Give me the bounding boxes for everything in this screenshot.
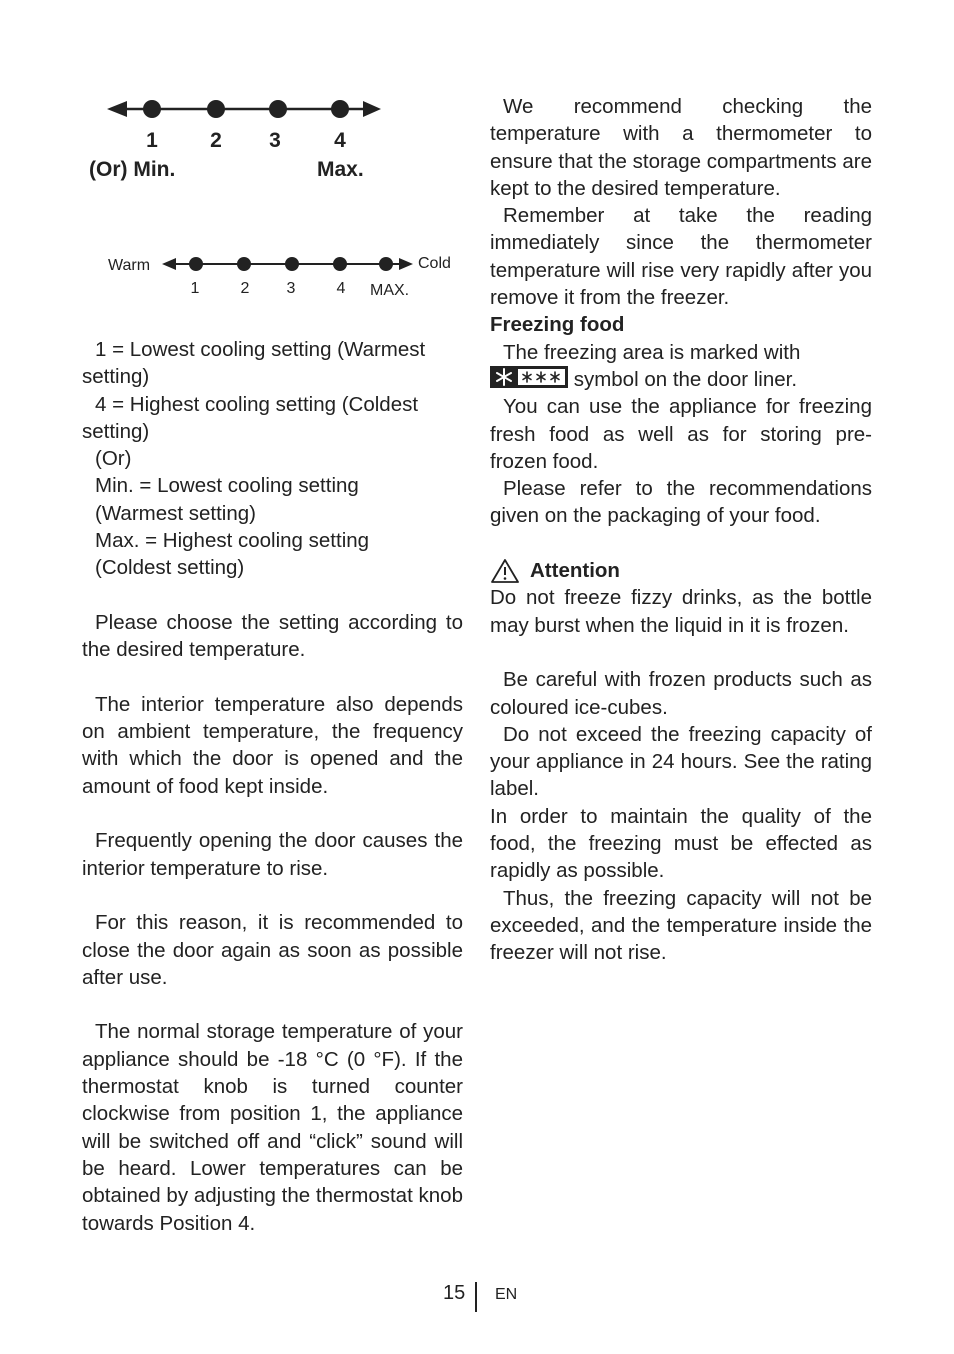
scale-large-max-label: Max. — [317, 158, 364, 181]
thermostat-scale-small — [100, 246, 465, 309]
freezing-area-text-a: The freezing area is marked with — [503, 340, 801, 364]
max-definition-line-b: (Coldest setting) — [95, 556, 245, 580]
scale-small-dot-3 — [285, 257, 299, 271]
four-star-freezer-icon — [490, 366, 568, 388]
definition-4-line-a: 4 = Highest cooling setting (Coldest — [95, 392, 419, 416]
paragraph-maintain-quality: In order to maintain the quality of the food, the freezing must be effected as rapidly as possible. — [490, 804, 872, 883]
max-definition-line-a: Max. = Highest cooling setting — [95, 529, 370, 553]
scale-large-label-3: 3 — [269, 129, 281, 152]
scale-large-dot-4 — [331, 100, 349, 118]
paragraph-fizzy-drinks: Do not freeze fizzy drinks, as the bottle may burst when the liquid in it is frozen. — [490, 586, 872, 637]
freezing-area-text-b: symbol on the door liner. — [568, 367, 798, 391]
scale-large-left-arrow — [107, 101, 127, 117]
scale-large-dot-3 — [269, 100, 287, 118]
paragraph-coloured-ice: Be careful with frozen products such as coloured ice-cubes. — [490, 668, 872, 719]
or-text: (Or) — [95, 447, 132, 471]
paragraph-frequent-opening: Frequently opening the door causes the interior temperature to rise. — [82, 829, 463, 880]
scale-large-label-4: 4 — [334, 129, 346, 152]
scale-large-graphic — [85, 92, 385, 187]
paragraph-use-appliance: You can use the appliance for freezing fresh food as well as for storing pre-frozen food. — [490, 395, 872, 473]
paragraph-refer-packaging: Please refer to the recommendations given on the packaging of your food. — [490, 477, 872, 528]
scale-small-label-1: 1 — [190, 280, 200, 297]
right-column — [490, 93, 872, 967]
paragraph-choose-setting: Please choose the setting according to the desired temperature. — [82, 610, 463, 662]
page-number: 15 — [443, 1282, 466, 1304]
paragraph-remember-reading: Remember at take the reading immediately since the thermometer temperature will rise very rapidly after you remove it from the freezer. — [490, 204, 872, 310]
left-column — [82, 336, 463, 1237]
scale-large-min-label: (Or) Min. — [89, 158, 176, 181]
language-code: EN — [495, 1286, 518, 1303]
scale-large-label-1: 1 — [146, 129, 158, 152]
attention-heading: Attention — [530, 559, 620, 583]
scale-small-dot-2 — [237, 257, 251, 271]
scale-large-label-2: 2 — [210, 129, 222, 152]
scale-small-right-arrow — [399, 258, 413, 270]
paragraph-interior-temperature: The interior temperature also depends on ambient temperature, the frequency with which the door is opened and the amount of food kept inside. — [82, 692, 463, 798]
scale-small-label-3: 3 — [286, 280, 296, 297]
scale-small-warm-label: Warm — [108, 257, 151, 274]
scale-small-left-arrow — [162, 258, 176, 270]
scale-small-dot-max — [379, 257, 393, 271]
paragraph-freezing-area — [490, 339, 872, 366]
paragraph-thermometer-recommend: We recommend checking the temperature with a thermometer to ensure that the storage compartments are kept to the desired temperature. — [490, 95, 872, 200]
paragraph-normal-storage-temperature: The normal storage temperature of your appliance should be -18 °C (0 °F). If the thermostat knob is turned counter clockwise from position 1, the appliance will be switched off and “click” sound will be heard. Lower temperatures can be obtained by adjusting the thermostat knob towards Position 4. — [82, 1020, 463, 1235]
paragraph-capacity-not-exceeded: Thus, the freezing capacity will not be exceeded, and the temperature inside the freezer will not rise. — [490, 886, 872, 965]
definition-4-line-b: setting) — [82, 419, 150, 443]
scale-small-label-2: 2 — [240, 280, 250, 297]
definition-1-line-a: 1 = Lowest cooling setting (Warmest — [95, 338, 426, 361]
scale-small-dot-1 — [189, 257, 203, 271]
thermostat-scale-large — [85, 92, 385, 192]
scale-large-dot-1 — [143, 100, 161, 118]
min-definition-line-b: (Warmest setting) — [95, 501, 256, 525]
scale-small-graphic — [100, 246, 465, 304]
scale-large-dot-2 — [207, 100, 225, 118]
paragraph-freezing-area-symbol-line — [490, 366, 872, 393]
scale-large-right-arrow — [363, 101, 381, 117]
warning-triangle-icon — [490, 558, 520, 584]
min-definition-line-a: Min. = Lowest cooling setting — [95, 474, 359, 498]
paragraph-close-door: For this reason, it is recommended to close the door again as soon as possible after use. — [82, 911, 463, 989]
scale-small-label-4: 4 — [336, 280, 346, 297]
definition-1-line-b: setting) — [82, 365, 150, 389]
freezing-food-heading: Freezing food — [490, 313, 625, 337]
footer-divider — [475, 1282, 477, 1312]
paragraph-freezing-capacity: Do not exceed the freezing capacity of your appliance in 24 hours. See the rating label. — [490, 722, 872, 801]
scale-small-max-label: MAX. — [370, 282, 410, 299]
attention-heading-row — [490, 557, 872, 584]
scale-small-cold-label: Cold — [418, 255, 451, 272]
scale-small-dot-4 — [333, 257, 347, 271]
